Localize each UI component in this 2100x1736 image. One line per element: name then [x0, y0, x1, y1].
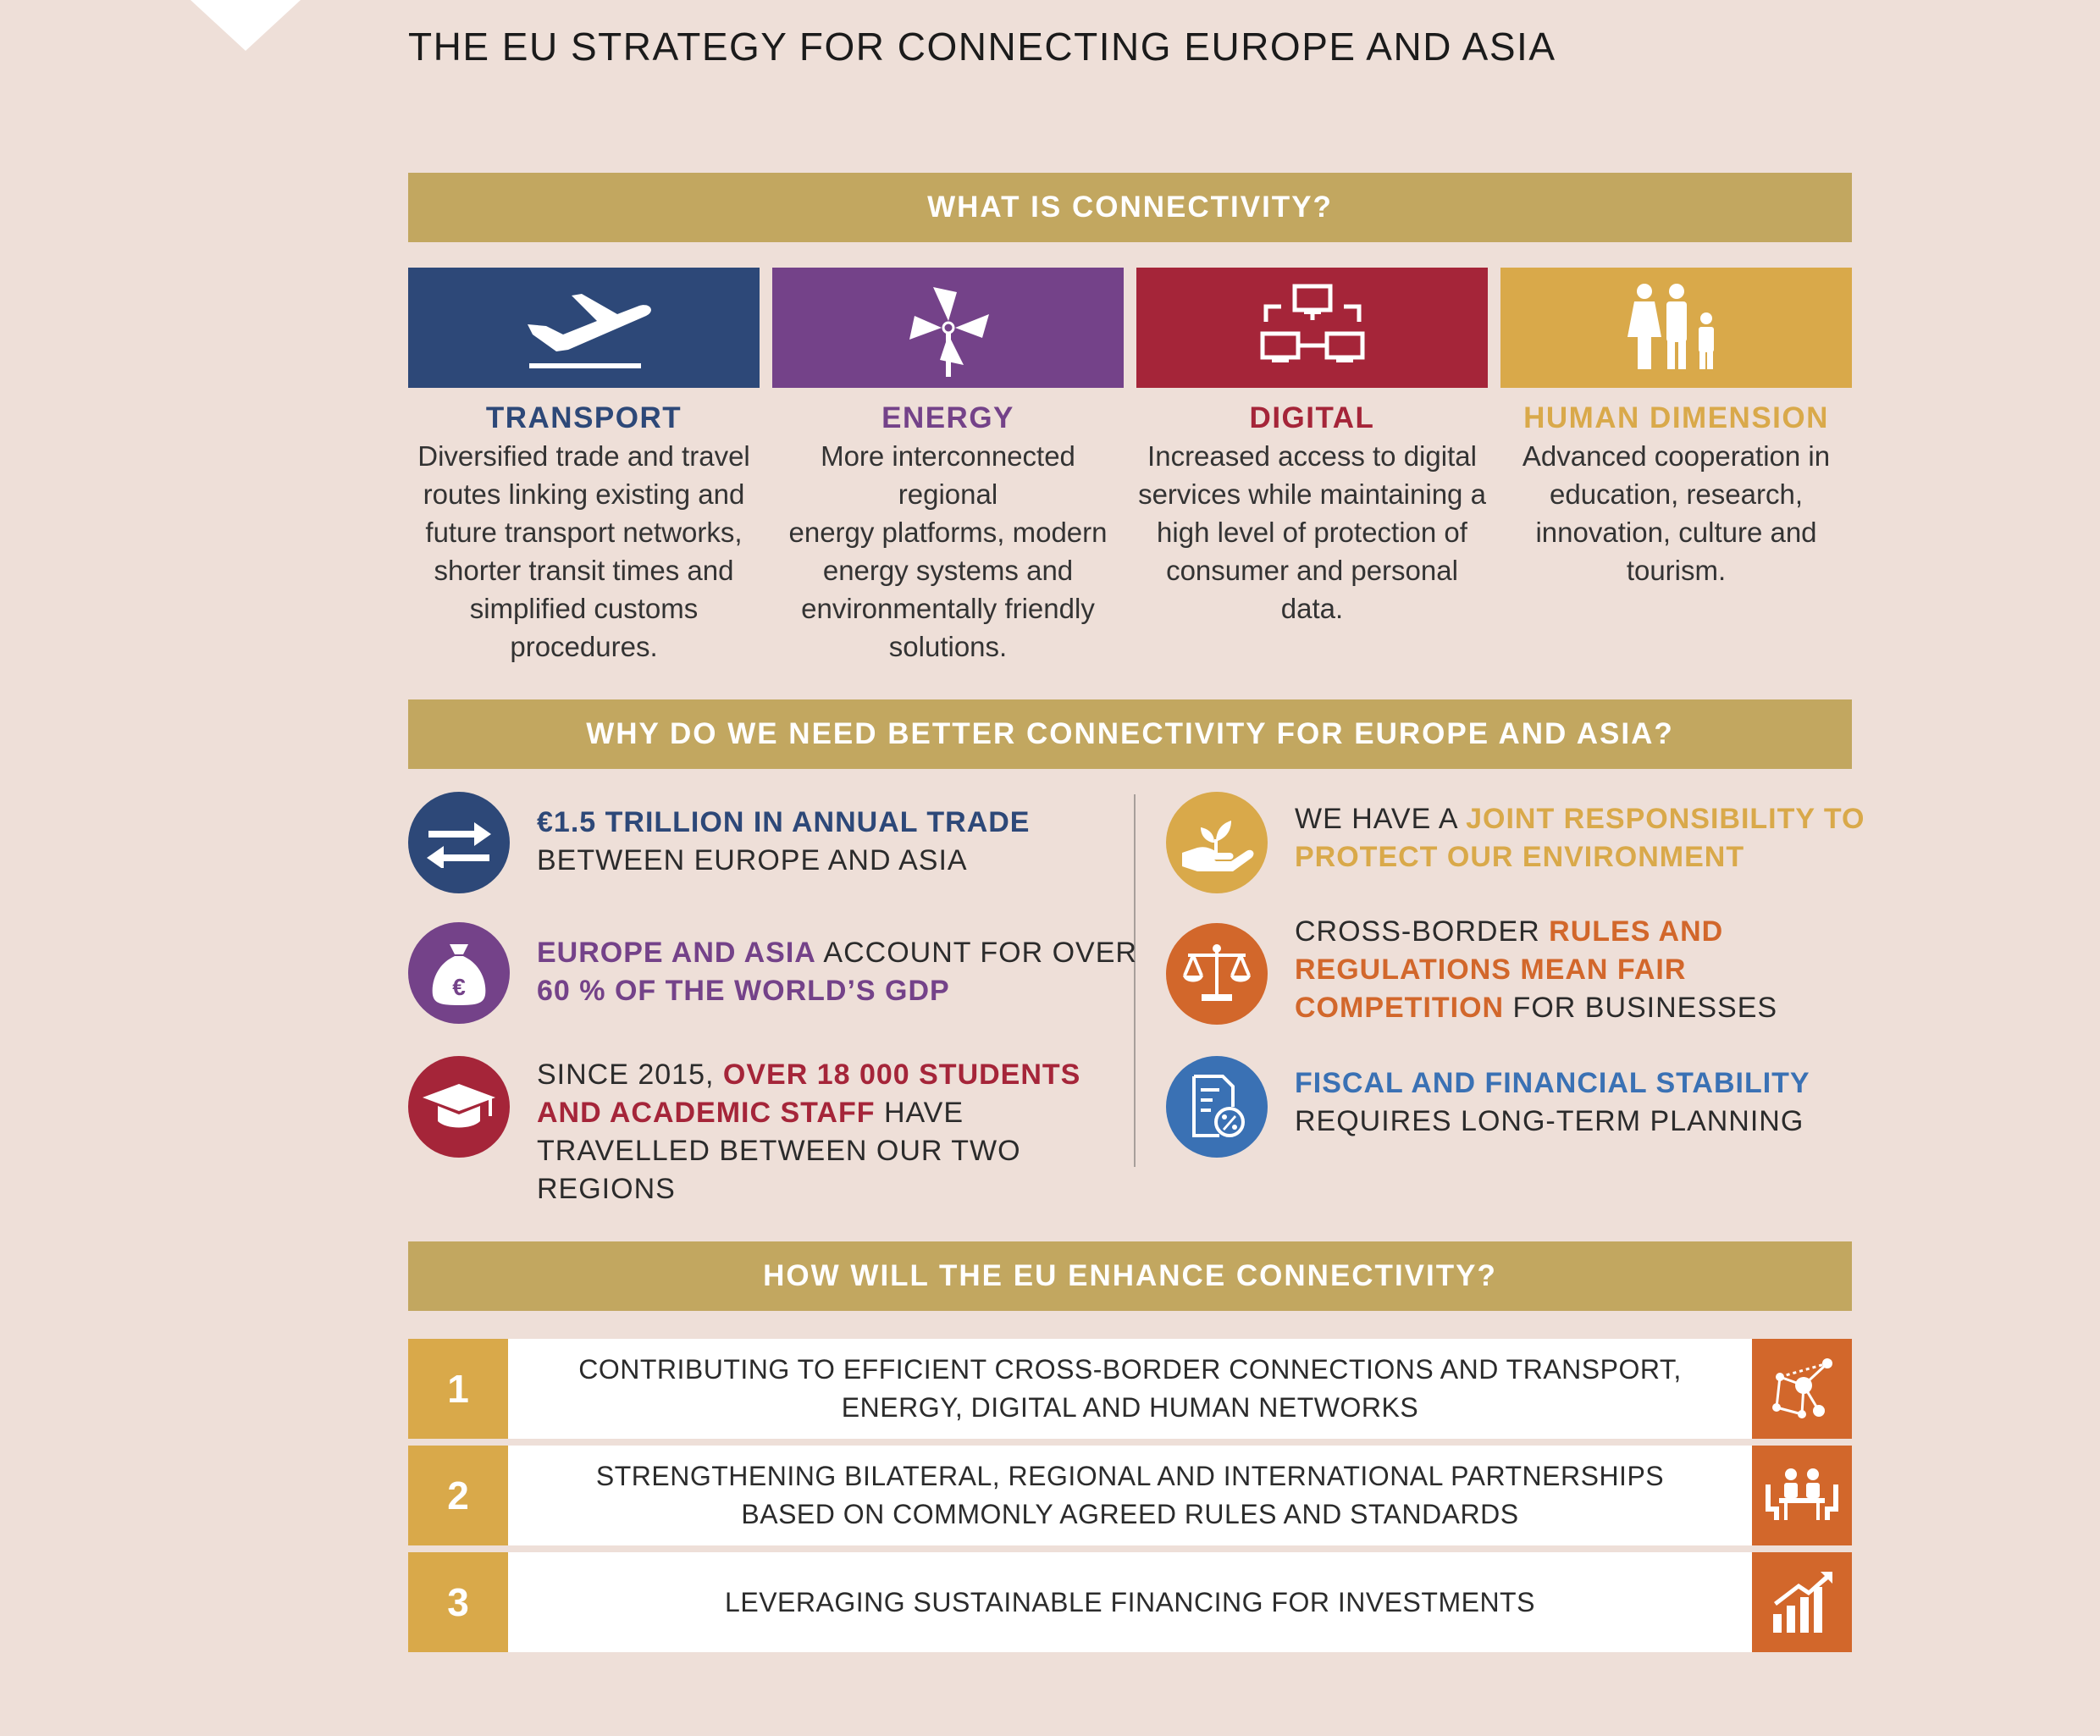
step-item: [408, 1552, 1852, 1652]
fact-students-text: SINCE 2015, OVER 18 000 STUDENTS AND ACADEMIC STAFF HAVE TRAVELLED BETWEEN OUR TWO REGIONS: [537, 1059, 1081, 1205]
step-number: 1: [408, 1339, 508, 1439]
connectivity-tiles: [408, 268, 1852, 666]
fact-regulations-text: CROSS-BORDER RULES AND REGULATIONS MEAN FAIR COMPETITION FOR BUSINESSES: [1295, 915, 1778, 1024]
svg-text:€: €: [452, 974, 466, 1000]
scales-icon: [1166, 923, 1268, 1025]
section-heading-why: WHY DO WE NEED BETTER CONNECTIVITY FOR EUROPE AND ASIA?: [408, 699, 1852, 769]
tile-digital: [1136, 268, 1488, 666]
tile-title: DIGITAL: [1249, 401, 1375, 434]
step-item: [408, 1339, 1852, 1439]
tile-description: Increased access to digital services while maintaining a high level of protection of consumer and personal data.: [1138, 440, 1486, 624]
meeting-table-icon: [1752, 1446, 1852, 1545]
section-heading-how: HOW WILL THE EU ENHANCE CONNECTIVITY?: [408, 1241, 1852, 1311]
corner-chevron-icon: [191, 0, 301, 51]
step-item: [408, 1446, 1852, 1545]
tile-title: HUMAN DIMENSION: [1523, 401, 1829, 434]
fact-fiscal: [1166, 1056, 1810, 1158]
step-number: 3: [408, 1552, 508, 1652]
network-computers-icon: [1136, 268, 1488, 388]
family-icon: [1500, 268, 1852, 388]
tile-energy: [772, 268, 1124, 666]
fact-gdp-text: EUROPE AND ASIA ACCOUNT FOR OVER 60 % OF THE WORLD’S GDP: [537, 937, 1137, 1007]
airplane-takeoff-icon: [408, 268, 760, 388]
tile-description: More interconnected regional energy platforms, modern energy systems and environmentally friendly solutions.: [788, 440, 1108, 662]
fact-trade-text: €1.5 TRILLION IN ANNUAL TRADE BETWEEN EUROPE AND ASIA: [537, 806, 1031, 876]
page-title: THE EU STRATEGY FOR CONNECTING EUROPE AND ASIA: [408, 25, 1556, 69]
section-heading-what: WHAT IS CONNECTIVITY?: [408, 173, 1852, 242]
graduation-cap-icon: [408, 1056, 510, 1158]
fact-environment: [1166, 792, 1865, 893]
plant-in-hand-icon: [1166, 792, 1268, 893]
growth-chart-icon: [1752, 1552, 1852, 1652]
fact-environment-text: WE HAVE A JOINT RESPONSIBILITY TO PROTECT OUR ENVIRONMENT: [1295, 803, 1865, 873]
fact-fiscal-text: FISCAL AND FINANCIAL STABILITY REQUIRES LONG-TERM PLANNING: [1295, 1067, 1810, 1137]
step-text: CONTRIBUTING TO EFFICIENT CROSS-BORDER CONNECTIONS AND TRANSPORT, ENERGY, DIGITAL AND HUMAN NETWORKS: [578, 1354, 1682, 1423]
fact-gdp: [408, 922, 1137, 1024]
pinwheel-icon: [772, 268, 1124, 388]
step-number: 2: [408, 1446, 508, 1545]
fact-students: [408, 1056, 1080, 1208]
exchange-arrows-icon: [408, 792, 510, 893]
network-nodes-icon: [1752, 1339, 1852, 1439]
tile-description: Advanced cooperation in education, research, innovation, culture and tourism.: [1522, 440, 1831, 586]
document-percent-icon: [1166, 1056, 1268, 1158]
tile-transport: [408, 268, 760, 666]
fact-trade: [408, 792, 1030, 893]
tile-human-dimension: [1500, 268, 1852, 666]
step-text: LEVERAGING SUSTAINABLE FINANCING FOR INVESTMENTS: [725, 1586, 1535, 1617]
tile-title: TRANSPORT: [485, 401, 682, 434]
step-text: STRENGTHENING BILATERAL, REGIONAL AND INTERNATIONAL PARTNERSHIPS BASED ON COMMONLY AGREED RULES AND STANDARDS: [595, 1461, 1665, 1529]
tile-title: ENERGY: [881, 401, 1014, 434]
tile-description: Diversified trade and travel routes linking existing and future transport networks, shorter transit times and simplified customs procedures.: [417, 440, 750, 662]
fact-regulations: [1166, 915, 1778, 1027]
money-bag-euro-icon: [408, 922, 510, 1024]
